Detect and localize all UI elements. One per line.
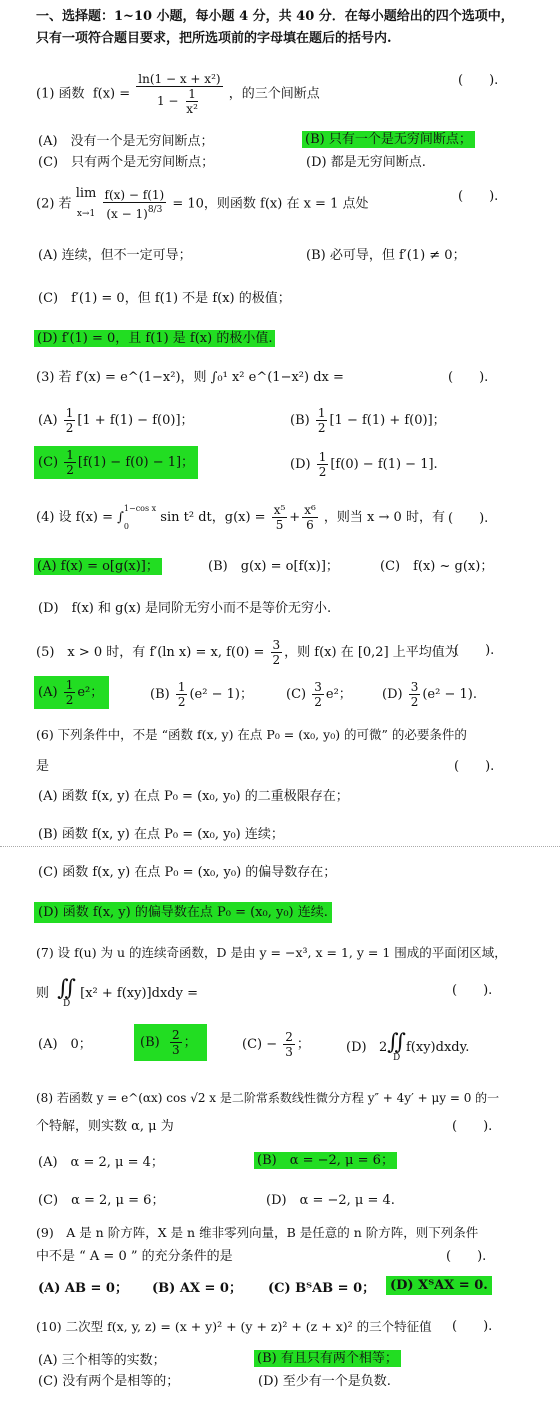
section-header-line2: 只有一项符合题目要求，把所选项前的字母填在题后的括号内. <box>36 31 392 46</box>
q2-option-d: (D) f′(1) = 0，且 f(1) 是 f(x) 的极小值. <box>34 330 275 347</box>
q4-stem: (4) 设 f(x) = ∫ 1−cos x 0 sin t² dt，g(x) = $\frac{\text{x⁵}}{5}$ + $\frac{\text{x⁶}}{6}$ ，则当 x → 0 时，有 <box>36 503 445 532</box>
section-header-line1: 一、选择题：1~10 小题，每小题 4 分，共 40 分．在每小题给出的四个选项中， <box>36 9 514 24</box>
q1-option-b: (B) 只有一个是无穷间断点； <box>302 131 475 148</box>
q10-option-c: (C) 没有两个是相等的； <box>38 1374 180 1389</box>
q8-answer-paren: ( ). <box>452 1119 493 1134</box>
q3-option-b: (B) $\frac{1}{2}$ [1 − f(1) + f(0)]； <box>290 406 446 435</box>
page-break-divider <box>0 846 560 847</box>
q7-stem-line1: (7) 设 f(u) 为 u 的连续奇函数，D 是由 y = −x³, x = 1, y = 1 围成的平面闭区域， <box>36 945 507 960</box>
q10-stem: (10) 二次型 f(x, y, z) = (x + y)² + (y + z)² + (z + x)² 的三个特征值 <box>36 1319 432 1334</box>
q3-option-d: (D) $\frac{1}{2}$ [f(0) − f(1) − 1]. <box>290 450 438 479</box>
q10-option-a: (A) 三个相等的实数； <box>38 1353 166 1368</box>
q5-option-c: (C) $\frac{3}{2}$ e²； <box>286 680 352 709</box>
q3-stem: (3) 若 f′(x) = e^(1−x²)，则 ∫₀¹ x² e^(1−x²) dx = <box>36 370 344 385</box>
q8-stem-line2: 个特解，则实数 α, μ 为 <box>36 1119 174 1134</box>
q2-option-a: (A) 连续，但不一定可导； <box>38 248 192 263</box>
q2-option-c: (C) f′(1) = 0，但 f(1) 不是 f(x) 的极值； <box>38 291 291 306</box>
q2-answer-paren: ( ). <box>458 189 499 204</box>
q7-stem-line2: 则 ∬ D [x² + f(xy)]dxdy = <box>36 976 198 1009</box>
q4-option-d: (D) f(x) 和 g(x) 是同阶无穷小而不是等价无穷小. <box>38 601 332 616</box>
q4-option-c: (C) f(x) ~ g(x)； <box>380 559 494 574</box>
q10-option-b: (B) 有且只有两个相等； <box>254 1350 401 1367</box>
q9-stem-line1: (9) A 是 n 阶方阵，X 是 n 维非零列向量，B 是任意的 n 阶方阵，则下列条件 <box>36 1225 479 1240</box>
q3-option-c: (C) $\frac{1}{2}$ [f(1) − f(0) − 1]； <box>34 446 198 479</box>
q5-option-a: (A) $\frac{1}{2}$ e²； <box>34 676 109 709</box>
q7-answer-paren: ( ). <box>452 983 493 998</box>
q7-option-d: (D) 2 ∬ D f(xy)dxdy. <box>346 1030 470 1063</box>
q8-option-d: (D) α = −2, μ = 4. <box>266 1193 395 1208</box>
q6-option-b: (B) 函数 f(x, y) 在点 P₀ = (x₀, y₀) 连续； <box>38 827 284 842</box>
q2-option-b: (B) 必可导，但 f′(1) ≠ 0； <box>306 248 466 263</box>
q8-option-c: (C) α = 2, μ = 6； <box>38 1193 165 1208</box>
q10-option-d: (D) 至少有一个是负数. <box>258 1374 391 1389</box>
q6-answer-paren: ( ). <box>454 759 495 774</box>
q8-option-b: (B) α = −2, μ = 6； <box>254 1152 397 1169</box>
q9-option-b: (B) AX = 0； <box>152 1281 242 1296</box>
q9-answer-paren: ( ). <box>446 1249 487 1264</box>
q6-stem-line2: 是 <box>36 759 50 774</box>
q1-option-d: (D) 都是无穷间断点. <box>306 155 426 170</box>
q8-option-a: (A) α = 2, μ = 4； <box>38 1155 164 1170</box>
q5-stem: (5) x > 0 时，有 f′(ln x) = x, f(0) = $\frac{3}{2}$ ，则 f(x) 在 [0,2] 上平均值为 <box>36 638 458 667</box>
q1-option-a: (A) 没有一个是无穷间断点； <box>38 134 214 149</box>
q4-option-a: (A) f(x) = o[g(x)]； <box>34 558 162 575</box>
q6-option-c: (C) 函数 f(x, y) 在点 P₀ = (x₀, y₀) 的偏导数存在； <box>38 865 337 880</box>
q7-option-a: (A) 0； <box>38 1037 92 1052</box>
q9-option-a: (A) AB = 0； <box>38 1281 128 1296</box>
q6-option-d: (D) 函数 f(x, y) 的偏导数在点 P₀ = (x₀, y₀) 连续. <box>34 904 332 921</box>
q6-stem-line1: (6) 下列条件中，不是 “函数 f(x, y) 在点 P₀ = (x₀, y₀) 的可微” 的必要条件的 <box>36 727 467 742</box>
q4-answer-paren: ( ). <box>448 511 489 526</box>
q1-answer-paren: ( ). <box>458 73 499 88</box>
q3-option-a: (A) $\frac{1}{2}$ [1 + f(1) − f(0)]； <box>38 406 194 435</box>
q1-option-c: (C) 只有两个是无穷间断点； <box>38 155 215 170</box>
q1-fraction: ln(1 − x + x²) 1 − $\frac{1}{\text{x²}}$ <box>138 72 221 116</box>
q7-option-c: (C) − $\frac{2}{3}$ ； <box>242 1030 310 1059</box>
q5-answer-paren: ( ). <box>454 643 495 658</box>
q9-option-d: (D) XᵀAX = 0. <box>386 1277 492 1294</box>
q9-option-c: (C) BᵀAB = 0； <box>268 1281 376 1296</box>
q10-answer-paren: ( ). <box>452 1319 493 1334</box>
q7-option-b: (B) $\frac{2}{3}$ ； <box>134 1024 207 1061</box>
q5-option-b: (B) $\frac{1}{2}$ (e² − 1)； <box>150 680 253 709</box>
q4-option-b: (B) g(x) = o[f(x)]； <box>208 559 339 574</box>
q2-stem: (2) 若 lim x→1 $\frac{f(x) - f(1)}{(x - 1)^{8/3}}$ = 10，则函数 f(x) 在 x = 1 点处 <box>36 186 369 221</box>
q6-option-a: (A) 函数 f(x, y) 在点 P₀ = (x₀, y₀) 的二重极限存在； <box>38 789 349 804</box>
q9-stem-line2: 中不是 “ A = 0 ” 的充分条件的是 <box>36 1249 233 1264</box>
q5-option-d: (D) $\frac{3}{2}$ (e² − 1). <box>382 680 477 709</box>
q1-stem: (1) 函数 f(x) = ln(1 − x + x²) 1 − $\frac{1}{\text{x²}}$ ，的三个间断点 <box>36 72 320 116</box>
q8-stem-line1: (8) 若函数 y = e^(αx) cos √2 x 是二阶常系数线性微分方程 y″ + 4y′ + μy = 0 的一 <box>36 1091 500 1105</box>
q3-answer-paren: ( ). <box>448 370 489 385</box>
